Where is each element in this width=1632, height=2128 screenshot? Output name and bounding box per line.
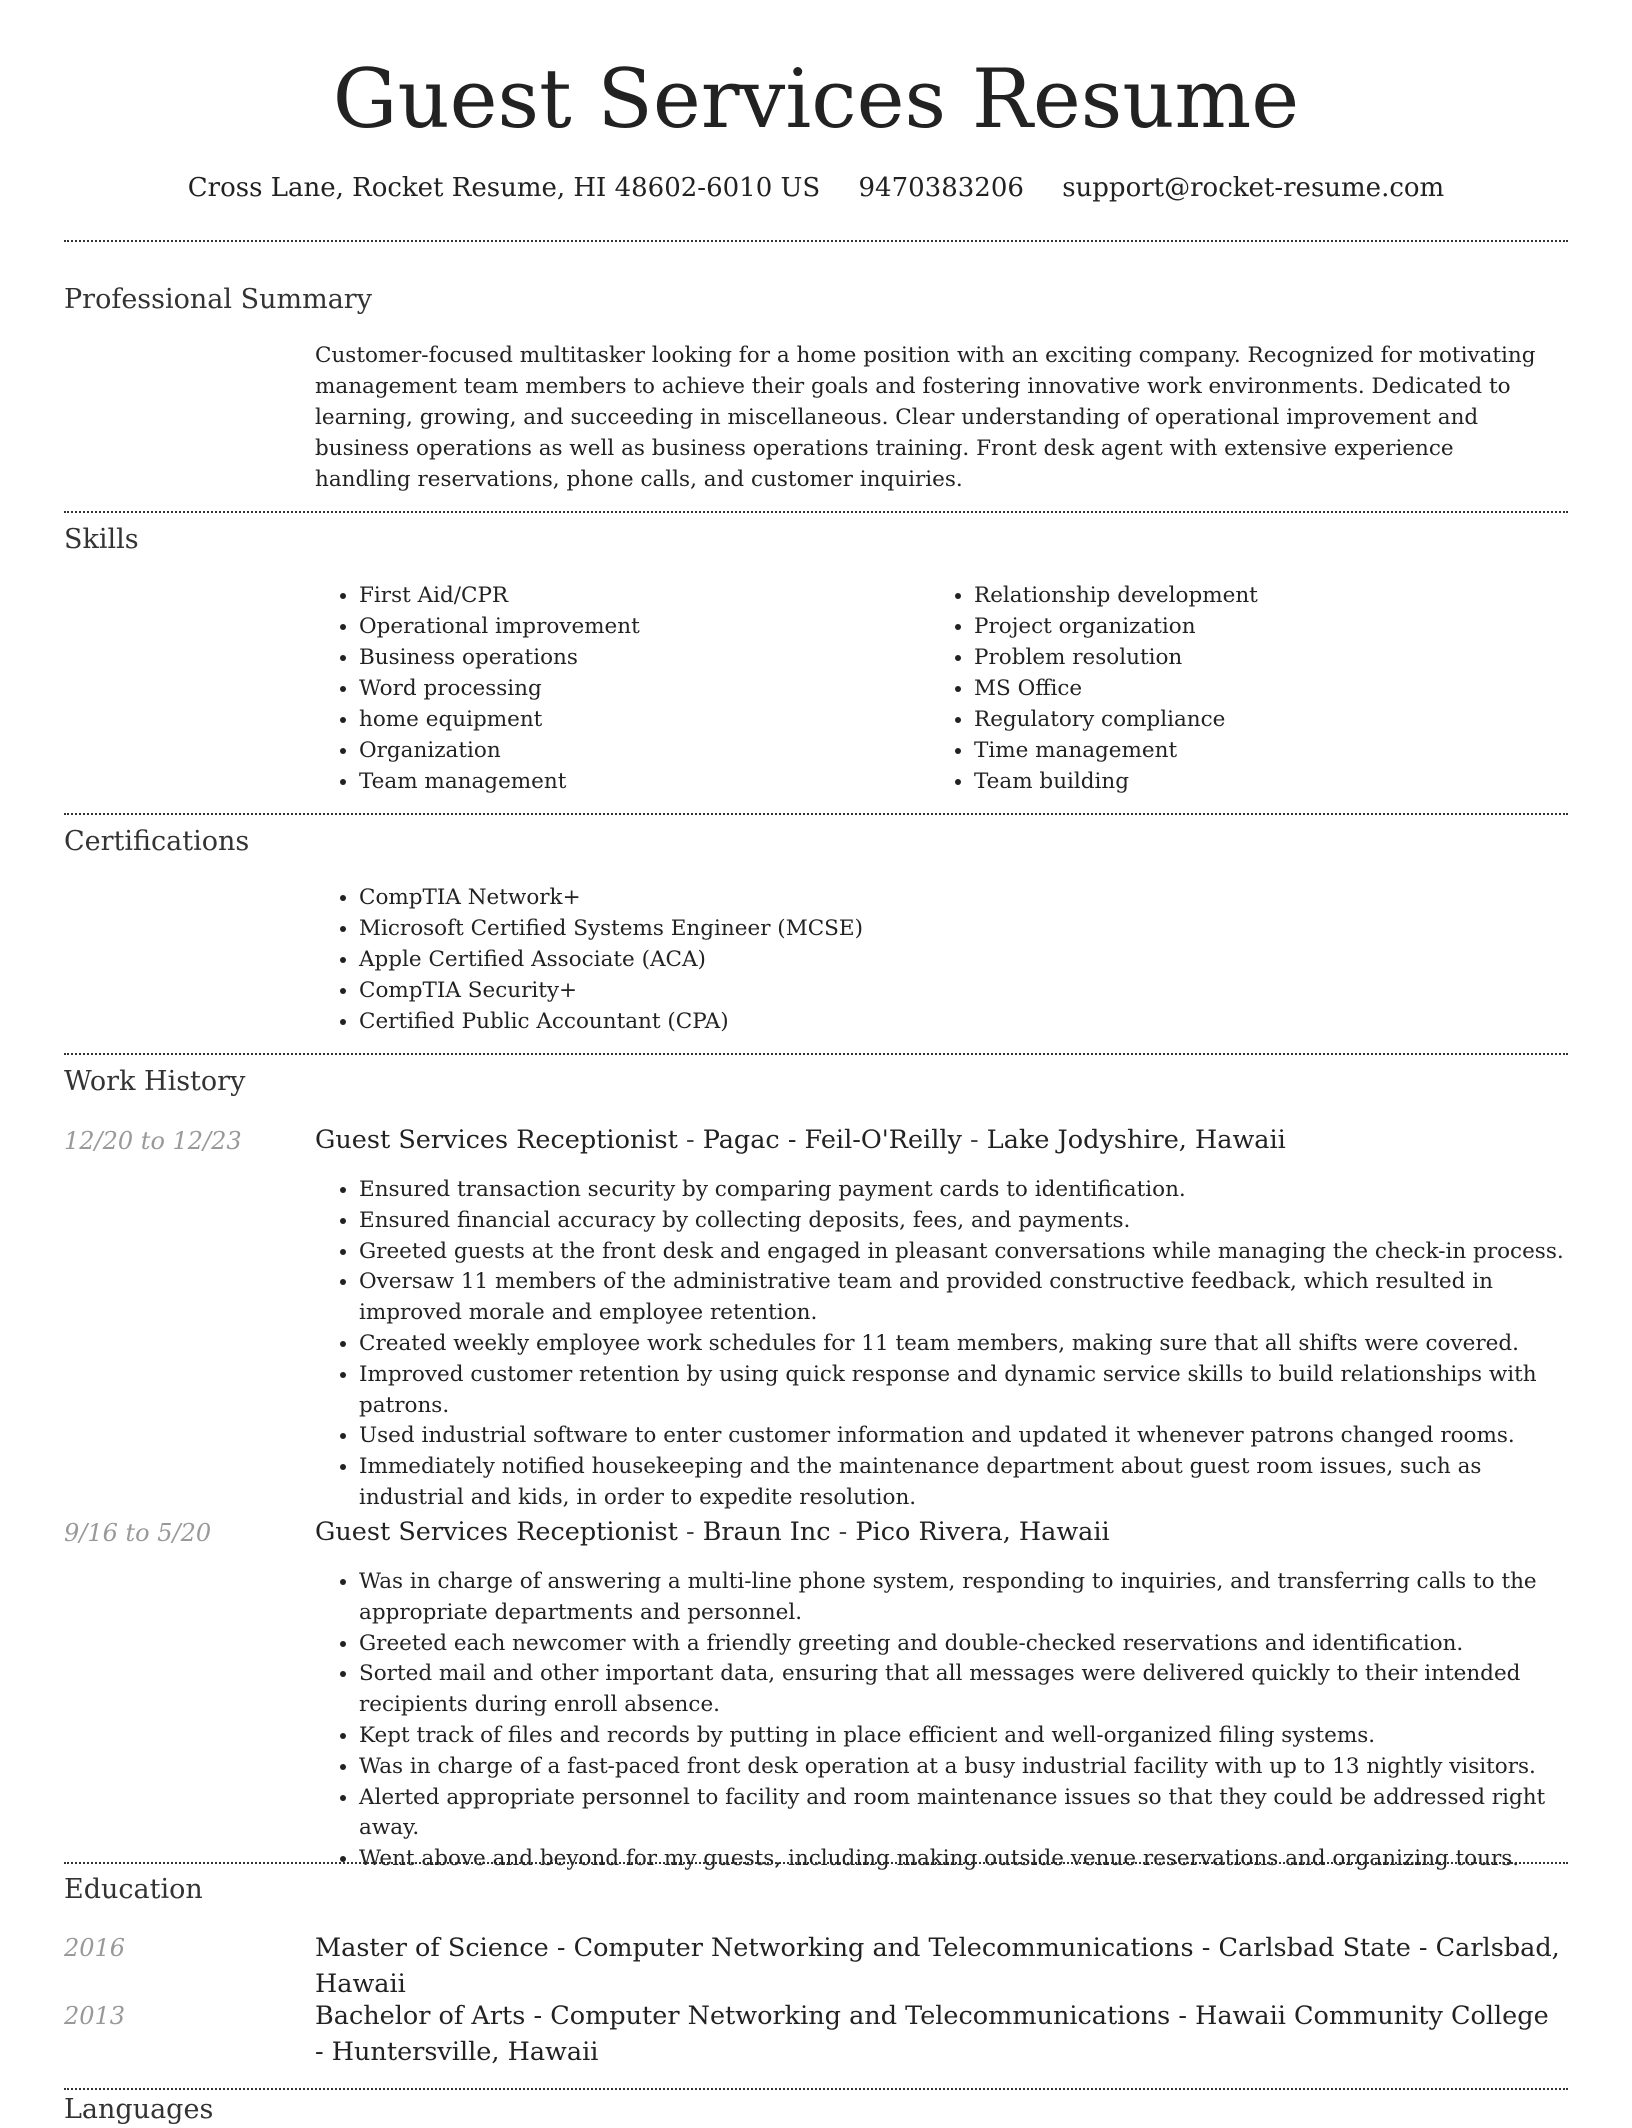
job-role: Guest Services Receptionist [315,1517,678,1547]
education-field: Computer Networking and Telecommunications [550,2001,1171,2031]
job-bullet: • Improved customer retention by using quick response and dynamic service skills to build relationships with patrons. [359,1360,1565,1422]
education-school: Hawaii Community College [1195,2001,1549,2031]
job-bullet: • Oversaw 11 members of the administrative team and provided constructive feedback, which resulted in improved morale and employee retention. [359,1267,1565,1329]
section-divider [64,511,1568,513]
job-bullet: • Went above and beyond for my guests, including making outside venue reservations and organizing tours. [359,1844,1565,1875]
job-dates: 9/16 to 5/20 [64,1519,212,1547]
job-bullets [315,1567,1565,1875]
certification-item: • Certified Public Accountant (CPA) [359,1006,1555,1037]
section-divider [64,2088,1568,2090]
job-company: Pagac - Feil-O'Reilly [702,1125,962,1155]
contact-email: support@rocket-resume.com [1062,173,1445,203]
section-divider [64,813,1568,815]
section-divider [64,240,1568,242]
skill-item: • Business operations [359,642,915,673]
skill-item: • Operational improvement [359,611,915,642]
education-location: Huntersville, Hawaii [331,2037,599,2067]
section-title-languages: Languages [64,2094,214,2125]
job-heading [315,1122,1565,1158]
skill-item: • Relationship development [974,580,1550,611]
education-location: Carlsbad, Hawaii [315,1933,1560,1999]
job-bullet: • Sorted mail and other important data, ensuring that all messages were delivered quickly to their intended recipients during enroll absence. [359,1659,1565,1721]
job-heading [315,1514,1565,1550]
job-role: Guest Services Receptionist [315,1125,678,1155]
job-company: Braun Inc [702,1517,831,1547]
certifications-list [315,882,1555,1037]
section-title-certifications: Certifications [64,826,250,857]
skill-item: • Time management [974,735,1550,766]
separator: - [315,2037,332,2067]
contact-phone: 9470383206 [858,173,1024,203]
separator: - [677,1517,703,1547]
separator: - [1410,1933,1436,1963]
summary-text: Customer-focused multitasker looking for a home position with an exciting company. Recognized for motivating management team members to achieve their goals and fostering innovative work environments. Dedicated to learning, growing, and succeeding in miscellaneous. Clear understanding of operational improvement and business operations as well as business operations training. Front desk agent with extensive experience handling reservations, phone calls, and customer inquiries. [315,343,1536,492]
skill-item: • Team management [359,766,915,797]
summary-text-block [315,340,1555,495]
job-bullet: • Ensured financial accuracy by collecting deposits, fees, and payments. [359,1206,1565,1237]
job-bullet: • Was in charge of a fast-paced front desk operation at a busy industrial facility with up to 13 nightly visitors. [359,1752,1565,1783]
education-entry [315,1930,1565,2002]
job-bullet: • Ensured transaction security by comparing payment cards to identification. [359,1175,1565,1206]
skill-item: • Organization [359,735,915,766]
skills-left-column [315,580,915,797]
job-bullet: • Greeted each newcomer with a friendly greeting and double-checked reservations and identification. [359,1629,1565,1660]
job-bullet: • Used industrial software to enter customer information and updated it whenever patrons changed rooms. [359,1421,1565,1452]
skill-item: • First Aid/CPR [359,580,915,611]
job-bullet: • Was in charge of answering a multi-line phone system, responding to inquiries, and transferring calls to the appropriate departments and personnel. [359,1567,1565,1629]
section-title-skills: Skills [64,524,139,555]
separator: - [548,1933,574,1963]
job-bullet: • Immediately notified housekeeping and the maintenance department about guest room issues, such as industrial and kids, in order to expedite resolution. [359,1452,1565,1514]
job-location: Lake Jodyshire, Hawaii [986,1125,1286,1155]
separator: - [525,2001,551,2031]
job-bullet: • Alerted appropriate personnel to facility and room maintenance issues so that they could be addressed right away. [359,1783,1565,1845]
separator: - [677,1125,703,1155]
education-school: Carlsbad State [1218,1933,1411,1963]
education-field: Computer Networking and Telecommunications [573,1933,1194,1963]
skill-item: • home equipment [359,704,915,735]
separator: - [961,1125,987,1155]
certification-item: • CompTIA Network+ [359,882,1555,913]
section-title-work-history: Work History [64,1066,246,1097]
section-divider [64,1862,1568,1864]
job-bullet: • Created weekly employee work schedules for 11 team members, making sure that all shifts were covered. [359,1329,1565,1360]
section-title-education: Education [64,1874,203,1905]
job-bullet: • Greeted guests at the front desk and engaged in pleasant conversations while managing the check-in process. [359,1237,1565,1268]
skill-item: • Problem resolution [974,642,1550,673]
job-bullet: • Kept track of files and records by putting in place efficient and well-organized filing systems. [359,1721,1565,1752]
skills-right-column [930,580,1550,797]
contact-address: Cross Lane, Rocket Resume, HI 48602-6010 US [187,173,821,203]
separator: - [1193,1933,1219,1963]
skill-item: • Project organization [974,611,1550,642]
certification-item: • Microsoft Certified Systems Engineer (MCSE) [359,913,1555,944]
job-location: Pico Rivera, Hawaii [855,1517,1110,1547]
education-year: 2013 [64,2002,126,2030]
education-degree: Master of Science [315,1933,549,1963]
section-title-summary: Professional Summary [64,284,372,315]
education-degree: Bachelor of Arts [315,2001,526,2031]
separator: - [830,1517,856,1547]
certification-item: • CompTIA Security+ [359,975,1555,1006]
certification-item: • Apple Certified Associate (ACA) [359,944,1555,975]
skill-item: • Regulatory compliance [974,704,1550,735]
skill-item: • MS Office [974,673,1550,704]
job-bullets [315,1175,1565,1514]
section-divider [64,1053,1568,1055]
skill-item: • Word processing [359,673,915,704]
contact-line [0,170,1632,206]
job-dates: 12/20 to 12/23 [64,1127,242,1155]
education-entry [315,1998,1565,2070]
resume-title: Guest Services Resume [332,53,1300,147]
separator: - [1170,2001,1196,2031]
education-year: 2016 [64,1934,126,1962]
skill-item: • Team building [974,766,1550,797]
